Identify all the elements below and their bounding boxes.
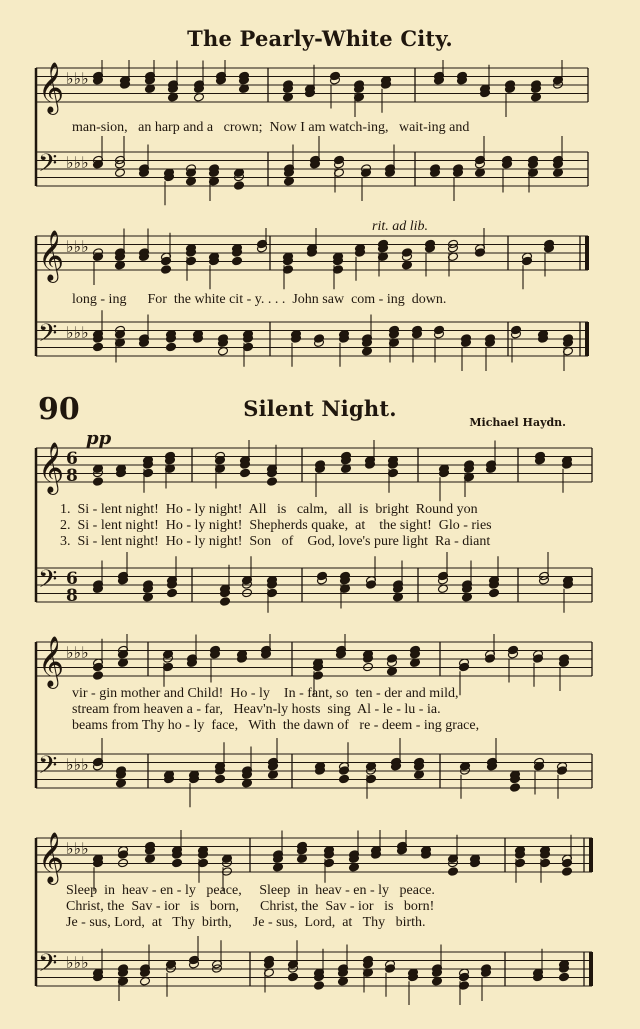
hymn-number: 90	[38, 392, 80, 427]
svg-text:8: 8	[66, 466, 78, 486]
svg-text:𝄢: 𝄢	[38, 149, 58, 184]
verse-1-line: Sleep in heav - en - ly peace, Sleep in heav - en - ly peace.	[66, 883, 435, 898]
svg-text:♭♭♭: ♭♭♭	[66, 839, 89, 858]
svg-text:𝄢: 𝄢	[38, 319, 58, 354]
verse-2-line: Christ, the Sav - ior is born, Christ, the Sav - ior is born!	[66, 899, 435, 914]
svg-text:𝄢: 𝄢	[38, 565, 58, 600]
svg-text:𝄞: 𝄞	[38, 230, 65, 281]
lyric-line: man-sion, an harp and a crown; Now I am watch-ing, wait-ing and	[72, 120, 470, 135]
verse-1-line: vir - gin mother and Child! Ho - ly In - fant, so ten - der and mild,	[72, 686, 459, 701]
previous-hymn-title: The Pearly-White City.	[187, 26, 453, 51]
svg-text:♭♭♭: ♭♭♭	[66, 323, 89, 342]
verse-3-line: 3. Si - lent night! Ho - ly night! Son of God, love's pure light Ra - diant	[60, 534, 491, 549]
svg-text:𝄞: 𝄞	[38, 832, 65, 883]
verse-2-line: stream from heaven a - far, Heav'n-ly hosts sing Al - le - lu - ia.	[72, 702, 441, 717]
verse-2-line: 2. Si - lent night! Ho - ly night! Shepherds quake, at the sight! Glo - ries	[60, 518, 492, 533]
svg-text:♭♭♭: ♭♭♭	[66, 755, 89, 774]
svg-text:𝄢: 𝄢	[38, 751, 58, 786]
svg-text:♭♭♭: ♭♭♭	[66, 237, 89, 256]
svg-text:𝄢: 𝄢	[38, 949, 58, 984]
svg-text:𝄞: 𝄞	[38, 636, 65, 687]
svg-text:♭♭♭: ♭♭♭	[66, 953, 89, 972]
hymn-title: Silent Night.	[243, 396, 397, 421]
grand-staff-1	[0, 60, 640, 220]
composer: Michael Haydn.	[469, 416, 566, 429]
svg-text:6: 6	[66, 449, 78, 469]
lyric-line: long - ing For the white cit - y. . . . John saw com - ing down.	[72, 292, 447, 307]
svg-text:♭♭♭: ♭♭♭	[66, 153, 89, 172]
svg-text:𝄞: 𝄞	[38, 62, 65, 113]
verse-1-line: 1. Si - lent night! Ho - ly night! All is calm, all is bright Round yon	[60, 502, 478, 517]
grand-staff-2	[0, 228, 640, 388]
svg-text:♭♭♭: ♭♭♭	[66, 69, 89, 88]
svg-text:8: 8	[66, 586, 78, 606]
svg-text:6: 6	[66, 569, 78, 589]
tempo-marking: rit. ad lib.	[372, 219, 429, 234]
svg-text:𝄞: 𝄞	[38, 442, 65, 493]
verse-3-line: Je - sus, Lord, at Thy birth, Je - sus, Lord, at Thy birth.	[66, 915, 426, 930]
verse-3-line: beams from Thy ho - ly face, With the dawn of re - deem - ing grace,	[72, 718, 480, 733]
dynamic-marking: pp	[86, 428, 112, 449]
svg-text:♭♭♭: ♭♭♭	[66, 643, 89, 662]
